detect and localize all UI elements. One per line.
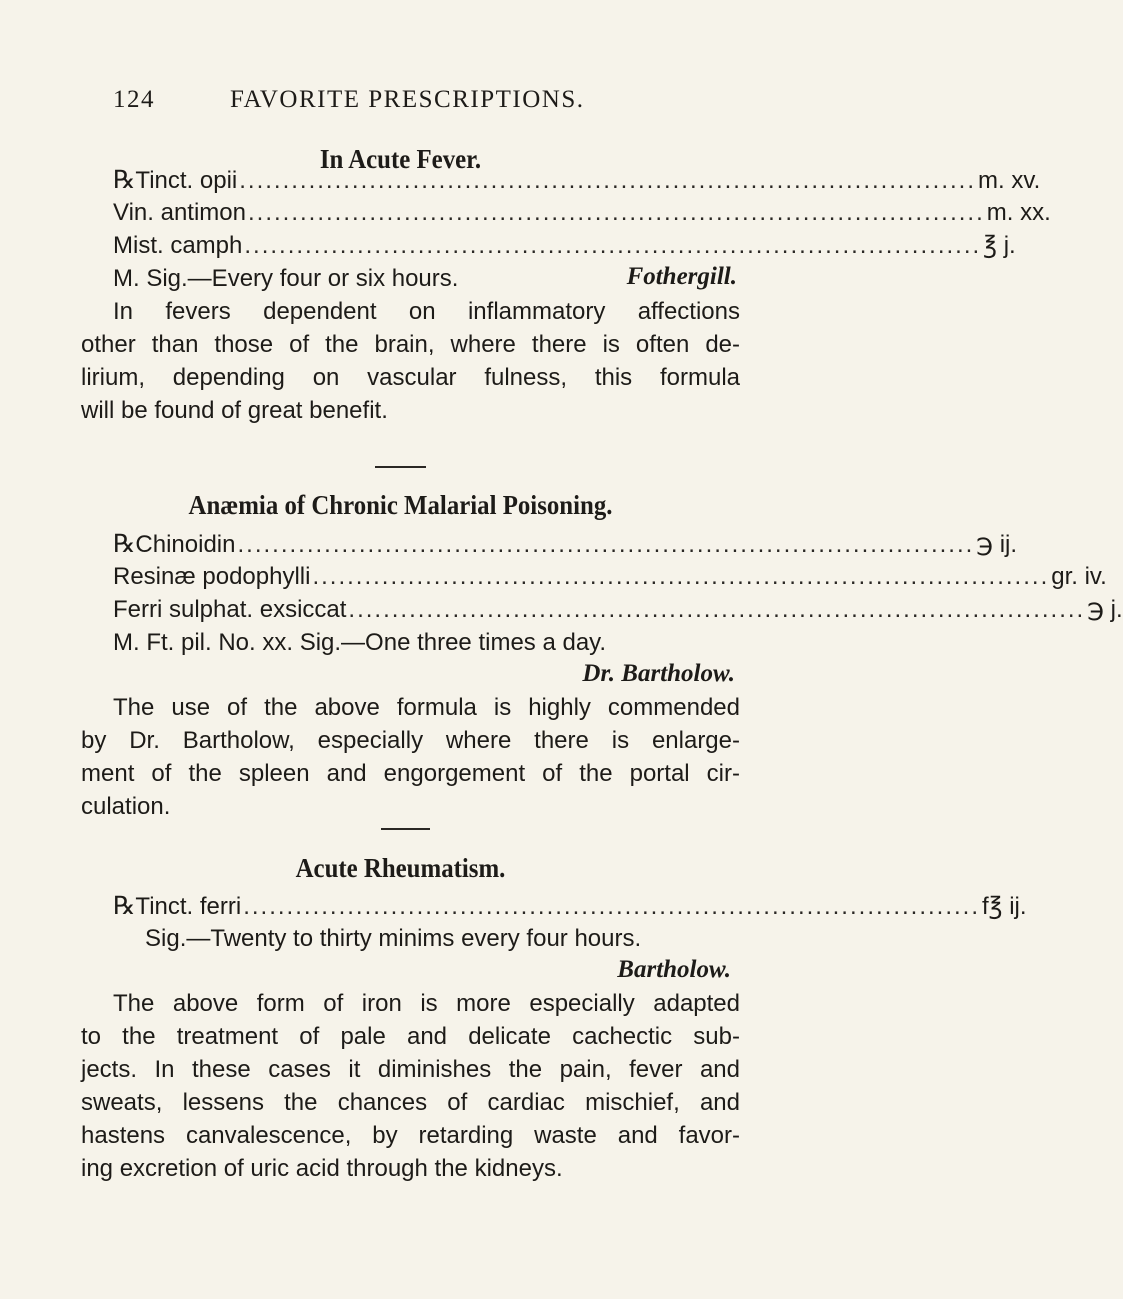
dot-leader: ..................................................................................... bbox=[247, 199, 985, 226]
rx-symbol: ℞ bbox=[113, 529, 136, 558]
dot-leader: ..................................................................................... bbox=[239, 167, 977, 194]
rx-line bbox=[113, 165, 1041, 195]
paragraph-line: The use of the above formula is highly commended bbox=[113, 694, 740, 721]
author-attribution: Dr. Bartholow. bbox=[582, 660, 735, 687]
sig-line: M. Ft. pil. No. xx. Sig.—One three times a day. bbox=[113, 629, 607, 656]
ingredient-dose: m. xx. bbox=[986, 199, 1051, 226]
ingredient-dose: ℈ j. bbox=[1087, 596, 1123, 623]
sig-line: M. Sig.—Every four or six hours. bbox=[113, 265, 459, 292]
rx-line bbox=[113, 596, 1123, 624]
section-title-acute-rheumatism: Acute Rheumatism. bbox=[295, 853, 506, 883]
rx-line bbox=[113, 529, 1018, 559]
ingredient-name: Tinct. opii bbox=[135, 167, 238, 194]
ingredient-name: Tinct. ferri bbox=[135, 893, 242, 920]
dot-leader: ..................................................................................... bbox=[243, 893, 980, 920]
ingredient-name: Vin. antimon bbox=[113, 199, 246, 226]
section-divider bbox=[381, 828, 430, 830]
page-number: 124 bbox=[113, 86, 155, 113]
ingredient-name: Mist. camph bbox=[113, 232, 243, 259]
section-title-acute-fever: In Acute Fever. bbox=[319, 144, 482, 174]
dot-leader: ..................................................................................... bbox=[348, 596, 1086, 623]
author-attribution: Bartholow. bbox=[617, 956, 731, 983]
ingredient-name: Resinæ podophylli bbox=[113, 563, 311, 590]
sig-line: Sig.—Twenty to thirty minims every four hours. bbox=[145, 925, 642, 952]
ingredient-name: Ferri sulphat. exsiccat bbox=[113, 596, 347, 623]
paragraph-line: ing excretion of uric acid through the kidneys. bbox=[81, 1155, 563, 1182]
ingredient-dose: m. xv. bbox=[978, 167, 1041, 194]
rx-line bbox=[113, 563, 1107, 591]
rx-line bbox=[113, 199, 1051, 227]
section-title-anaemia: Anæmia of Chronic Malarial Poisoning. bbox=[188, 490, 613, 520]
ingredient-dose: ℥ j. bbox=[983, 232, 1016, 259]
ingredient-dose: gr. iv. bbox=[1051, 563, 1107, 590]
author-attribution: Fothergill. bbox=[626, 263, 737, 290]
rx-line bbox=[113, 891, 1027, 921]
paragraph-line: jects. In these cases it diminishes the pain, fever and bbox=[81, 1056, 740, 1083]
paragraph-line: culation. bbox=[81, 793, 171, 820]
dot-leader: ..................................................................................... bbox=[244, 232, 982, 259]
dot-leader: ..................................................................................... bbox=[312, 563, 1050, 590]
paragraph-line: lirium, depending on vascular fulness, this formula bbox=[81, 364, 740, 391]
paragraph-line: other than those of the brain, where there is often de- bbox=[81, 331, 740, 358]
paragraph-line: The above form of iron is more especially adapted bbox=[113, 990, 740, 1017]
running-title: FAVORITE PRESCRIPTIONS. bbox=[230, 86, 585, 113]
paragraph-line: hastens canvalescence, by retarding waste and favor- bbox=[81, 1122, 740, 1149]
paragraph-line: In fevers dependent on inflammatory affections bbox=[113, 298, 740, 325]
paragraph-line: by Dr. Bartholow, especially where there is enlarge- bbox=[81, 727, 740, 754]
paragraph-line: to the treatment of pale and delicate cachectic sub- bbox=[81, 1023, 740, 1050]
ingredient-dose: ℈ ij. bbox=[976, 531, 1018, 558]
rx-symbol: ℞ bbox=[113, 891, 136, 920]
paragraph-line: sweats, lessens the chances of cardiac mischief, and bbox=[81, 1089, 740, 1116]
ingredient-name: Chinoidin bbox=[135, 531, 236, 558]
dot-leader: ..................................................................................... bbox=[237, 531, 975, 558]
ingredient-dose: f℥ ij. bbox=[982, 893, 1027, 920]
section-divider bbox=[375, 466, 426, 468]
rx-symbol: ℞ bbox=[113, 165, 136, 194]
paragraph-line: ment of the spleen and engorgement of the portal cir- bbox=[81, 760, 740, 787]
paragraph-line: will be found of great benefit. bbox=[81, 397, 388, 424]
rx-line bbox=[113, 232, 1016, 260]
